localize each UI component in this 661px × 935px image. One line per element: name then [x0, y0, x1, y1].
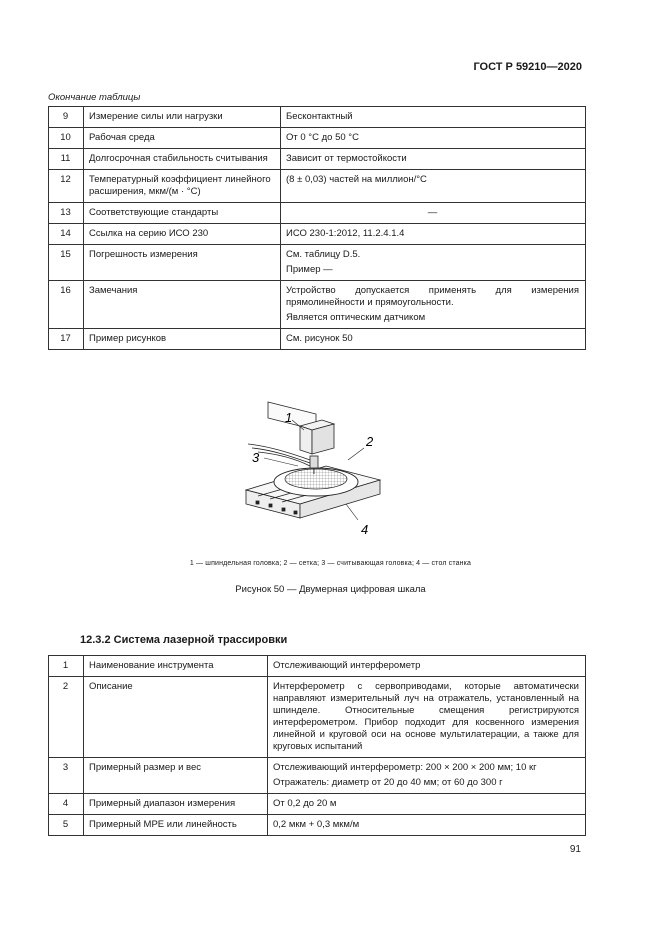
row-name: Ссылка на серию ИСО 230: [84, 224, 281, 245]
row-number: 4: [49, 794, 84, 815]
row-name: Описание: [84, 677, 268, 758]
document-header: ГОСТ Р 59210—2020: [473, 61, 582, 73]
table-row: [49, 758, 586, 794]
row-value-line: Отражатель: диаметр от 20 до 40 мм; от 60 до 300 г: [273, 777, 503, 788]
row-number: 2: [49, 677, 84, 758]
table-row: [49, 128, 586, 149]
row-number: 3: [49, 758, 84, 794]
row-value-line: См. таблицу D.5.: [286, 249, 361, 260]
row-value: Интерферометр с сервоприводами, которые автоматически направляют измерительный луч на отражатель, установленный на шпинделе. Относительные смещения регистрируются интерферометром. Прибор подходит для косвенного измерения линейной и круговой оси на основе мультилатерации, а также для круговых испытаний: [268, 677, 586, 758]
row-value: 0,2 мкм + 0,3 мкм/м: [268, 815, 586, 836]
table-row: [49, 170, 586, 203]
row-value-line: Устройство допускается применять для измерения прямолинейности и прямоугольности.: [286, 285, 579, 308]
row-number: 14: [49, 224, 84, 245]
row-value: (8 ± 0,03) частей на миллион/°C: [281, 170, 586, 203]
figure-legend: 1 — шпиндельная головка; 2 — сетка; 3 — считывающая головка; 4 — стол станка: [189, 560, 472, 567]
row-name: Рабочая среда: [84, 128, 281, 149]
row-value-line: Отслеживающий интерферометр: 200 × 200 × 200 мм; 10 кг: [273, 762, 537, 773]
table-row: [49, 149, 586, 170]
label-2: 2: [366, 434, 374, 449]
row-name: Температурный коэффициент линейного расширения, мкм/(м · °C): [84, 170, 281, 203]
row-value: См. рисунок 50: [281, 329, 586, 350]
table-row: [49, 224, 586, 245]
row-name: Наименование инструмента: [84, 656, 268, 677]
row-number: 11: [49, 149, 84, 170]
grid-plate-drawing: [274, 468, 358, 496]
figure-caption: Рисунок 50 — Двумерная цифровая шкала: [235, 584, 426, 595]
row-name: Долгосрочная стабильность считывания: [84, 149, 281, 170]
row-number: 12: [49, 170, 84, 203]
table-row: [49, 794, 586, 815]
label-1: 1: [285, 410, 293, 425]
label-3: 3: [252, 450, 260, 465]
row-value-line: Является оптическим датчиком: [286, 312, 426, 323]
table-row: [49, 656, 586, 677]
table-row: [49, 203, 586, 224]
row-number: 1: [49, 656, 84, 677]
digital-scale-figure: [238, 400, 388, 550]
table-row: [49, 107, 586, 128]
table-row: [49, 281, 586, 329]
row-value: Отслеживающий интерферометр: [268, 656, 586, 677]
row-number: 10: [49, 128, 84, 149]
row-name: Соответствующие стандарты: [84, 203, 281, 224]
row-value: Зависит от термостойкости: [281, 149, 586, 170]
row-value: От 0 °C до 50 °C: [281, 128, 586, 149]
table-row: [49, 815, 586, 836]
row-value: Бесконтактный: [281, 107, 586, 128]
row-value: [281, 245, 586, 281]
spec-table-continued: [48, 106, 586, 350]
row-value: ИСО 230-1:2012, 11.2.4.1.4: [281, 224, 586, 245]
row-value: —: [281, 203, 586, 224]
row-number: 17: [49, 329, 84, 350]
page-number: 91: [569, 844, 581, 855]
row-value: От 0,2 до 20 м: [268, 794, 586, 815]
row-value: [268, 758, 586, 794]
table-continuation-caption: Окончание таблицы: [48, 92, 141, 103]
row-name: Измерение силы или нагрузки: [84, 107, 281, 128]
row-name: Примерный размер и вес: [84, 758, 268, 794]
row-number: 16: [49, 281, 84, 329]
row-name: Погрешность измерения: [84, 245, 281, 281]
section-heading: 12.3.2 Система лазерной трассировки: [80, 634, 288, 646]
row-name: Примерный диапазон измерения: [84, 794, 268, 815]
table-row: [49, 329, 586, 350]
spec-table-laser-tracker: [48, 655, 586, 836]
table-row: [49, 677, 586, 758]
row-value-line: Пример —: [286, 264, 333, 275]
row-number: 15: [49, 245, 84, 281]
row-value: [281, 281, 586, 329]
row-name: Примерный MPE или линейность: [84, 815, 268, 836]
row-name: Замечания: [84, 281, 281, 329]
row-number: 5: [49, 815, 84, 836]
label-4: 4: [361, 522, 369, 537]
row-name: Пример рисунков: [84, 329, 281, 350]
row-number: 9: [49, 107, 84, 128]
row-number: 13: [49, 203, 84, 224]
table-row: [49, 245, 586, 281]
